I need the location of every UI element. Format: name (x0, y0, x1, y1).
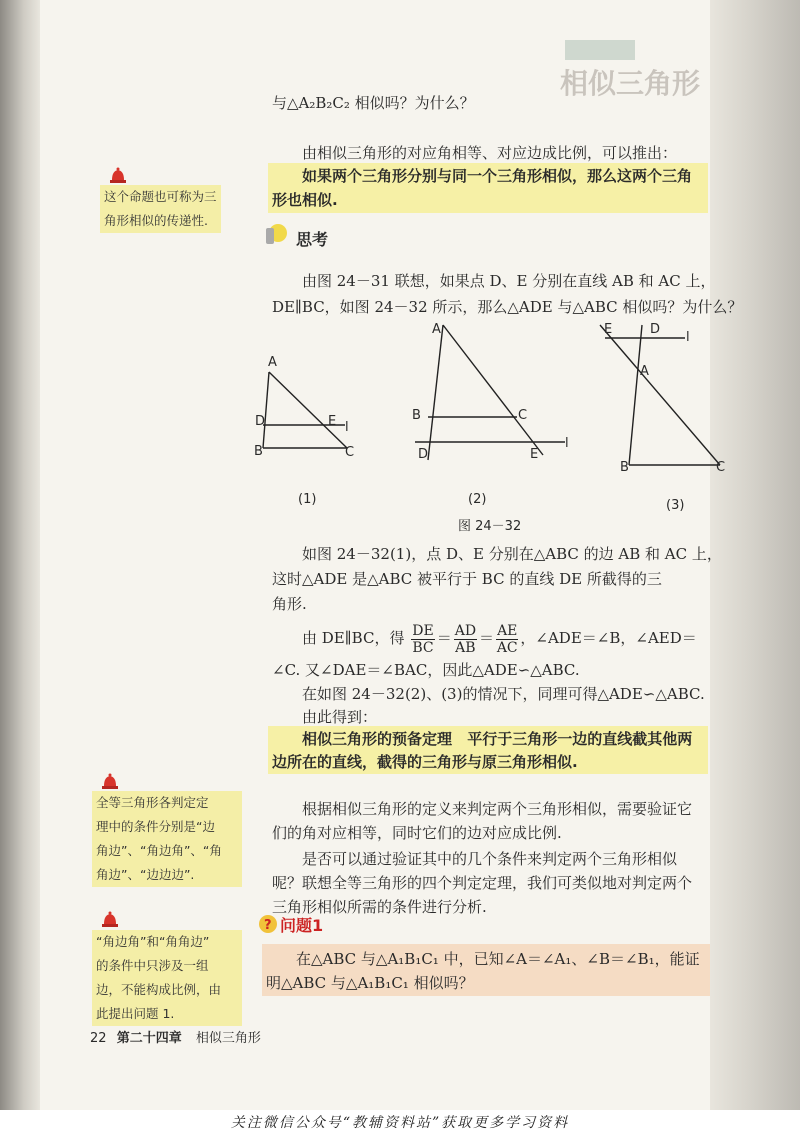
page-shadow-left (0, 0, 40, 1110)
equation-line: 由 DE∥BC，得 $\frac{DE}{BC}$ ＝ $\frac{AD}{AB}$ ＝ $\frac{AE}{AC}$ ，∠ADE＝∠B，∠AED＝ (302, 622, 697, 656)
fraction-1-denominator: BC (412, 639, 434, 656)
para2-line-1: 如图 24－32(1)，点 D、E 分别在△ABC 的边 AB 和 AC 上， (302, 545, 722, 563)
fig1-label-C: C (345, 445, 355, 460)
fraction-ad-ab (454, 623, 477, 656)
fig2-label-E: E (530, 447, 539, 462)
figure-1 (263, 372, 347, 448)
theorem-line-2: 边所在的直线，截得的三角形与原三角形相似. (272, 753, 578, 771)
fig1-label-E: E (328, 414, 337, 429)
problem-heading: 问题1 (280, 916, 324, 935)
problem-line-2: 明△ABC 与△A₁B₁C₁ 相似吗？ (266, 974, 474, 992)
fig2-label-D: D (418, 447, 429, 462)
fig2-label-l: l (565, 436, 569, 451)
side-note-3-line-2: 的条件中只涉及一组 (92, 954, 242, 978)
figure-2 (415, 325, 565, 460)
para2-line-3: 角形. (272, 595, 307, 613)
header-text: 与△A₂B₂C₂ 相似吗？为什么？ (272, 94, 475, 112)
fig2-label-A: A (432, 322, 441, 337)
fraction-2-denominator: AB (455, 639, 476, 656)
fig1-label-l: l (345, 420, 349, 435)
paragraph-4: 由此得到： (302, 708, 378, 726)
side-note-2-line-2: 理中的条件分别是“边 (92, 815, 242, 839)
fig3-label-A: A (640, 364, 649, 379)
fig3-label-E: E (604, 322, 613, 337)
page-footer (90, 1027, 261, 1046)
bleed-through-tab (565, 40, 635, 60)
chapter-title: 相似三角形 (195, 1031, 261, 1046)
chapter-label: 第二十四章 (116, 1031, 182, 1046)
fig-sub-3: (3) (666, 498, 685, 513)
fig2-label-B: B (412, 408, 421, 423)
para5-line-1: 根据相似三角形的定义来判定两个三角形相似，需要验证它 (302, 800, 693, 818)
fig3-label-D: D (650, 322, 661, 337)
equation-prefix: 由 DE∥BC，得 (302, 629, 405, 647)
think-heading: 思考 (296, 230, 329, 249)
para2-line-2: 这时△ADE 是△ABC 被平行于 BC 的直线 DE 所截得的三 (272, 570, 662, 588)
side-note-2 (92, 791, 242, 887)
fig-sub-2: (2) (468, 492, 487, 507)
side-note-2-line-3: 角边”、“角边角”、“角 (92, 839, 242, 863)
figure-24-32 (245, 320, 735, 535)
para6-line-1: 是否可以通过验证其中的几个条件来判定两个三角形相似 (302, 850, 678, 868)
bell-icon (108, 166, 128, 186)
bleed-through-title: 相似三角形 (560, 67, 701, 100)
think-line-2: DE∥BC，如图 24－32 所示，那么△ADE 与△ABC 相似吗？为什么？ (272, 298, 743, 316)
fig-sub-1: (1) (298, 492, 317, 507)
page-shadow-right (710, 0, 800, 1110)
theorem-title: 相似三角形的预备定理 (302, 730, 453, 748)
side-note-3-line-4: 此提出问题 1. (92, 1002, 242, 1026)
bell-icon (100, 772, 120, 792)
fig1-label-A: A (268, 355, 277, 370)
fraction-2-numerator: AD (454, 622, 477, 639)
think-line-1: 由图 24－31 联想，如果点 D、E 分别在直线 AB 和 AC 上， (302, 272, 716, 290)
highlight-1-line-2: 形也相似. (272, 191, 338, 209)
side-note-1 (100, 185, 221, 233)
side-note-3-line-1: “角边角”和“角角边” (92, 930, 242, 954)
fraction-ae-ac (496, 623, 518, 656)
side-note-1-line-2: 角形相似的传递性. (100, 209, 221, 233)
fraction-1-numerator: DE (412, 622, 434, 639)
side-note-3 (92, 930, 242, 1026)
side-note-2-line-1: 全等三角形各判定定 (92, 791, 242, 815)
svg-text:?: ? (264, 918, 272, 933)
figure-3 (600, 325, 720, 465)
fig3-label-B: B (620, 460, 629, 475)
page-number: 22 (90, 1031, 107, 1046)
para6-line-3: 三角形相似所需的条件进行分析. (272, 898, 487, 916)
fraction-3-numerator: AE (497, 622, 518, 639)
paragraph-1: 由相似三角形的对应角相等、对应边成比例，可以推出： (302, 144, 678, 162)
fig3-label-l: l (686, 330, 690, 345)
fig1-label-D: D (255, 414, 266, 429)
question-icon (258, 914, 278, 934)
problem-line-1: 在△ABC 与△A₁B₁C₁ 中，已知∠A＝∠A₁、∠B＝∠B₁，能证 (296, 950, 700, 968)
highlight-1-line-1: 如果两个三角形分别与同一个三角形相似，那么这两个三角 (302, 167, 693, 185)
fig1-label-B: B (254, 444, 263, 459)
paragraph-3: 在如图 24－32(2)、(3)的情况下，同理可得△ADE∽△ABC. (302, 685, 705, 703)
side-note-1-line-1: 这个命题也可称为三 (100, 185, 221, 209)
lightbulb-icon (263, 222, 289, 248)
equation-line-2: ∠C. 又∠DAE＝∠BAC，因此△ADE∽△ABC. (272, 661, 580, 679)
fraction-de-bc (411, 623, 434, 656)
figure-caption: 图 24－32 (458, 519, 522, 534)
side-note-2-line-4: 角边”、“边边边”. (92, 863, 242, 887)
fraction-3-denominator: AC (496, 639, 518, 656)
para6-line-2: 呢？联想全等三角形的四个判定定理，我们可类似地对判定两个 (272, 874, 693, 892)
watermark-caption: 关注微信公众号“教辅资料站”获取更多学习资料 (230, 1115, 570, 1131)
bell-icon (100, 910, 120, 930)
theorem-text-1: 平行于三角形一边的直线截其他两 (467, 730, 693, 748)
para5-line-2: 们的角对应相等，同时它们的边对应成比例. (272, 824, 562, 842)
fig3-label-C: C (716, 460, 726, 475)
fig2-label-C: C (518, 408, 528, 423)
side-note-3-line-3: 边，不能构成比例，由 (92, 978, 242, 1002)
equation-suffix: ，∠ADE＝∠B，∠AED＝ (520, 629, 697, 647)
